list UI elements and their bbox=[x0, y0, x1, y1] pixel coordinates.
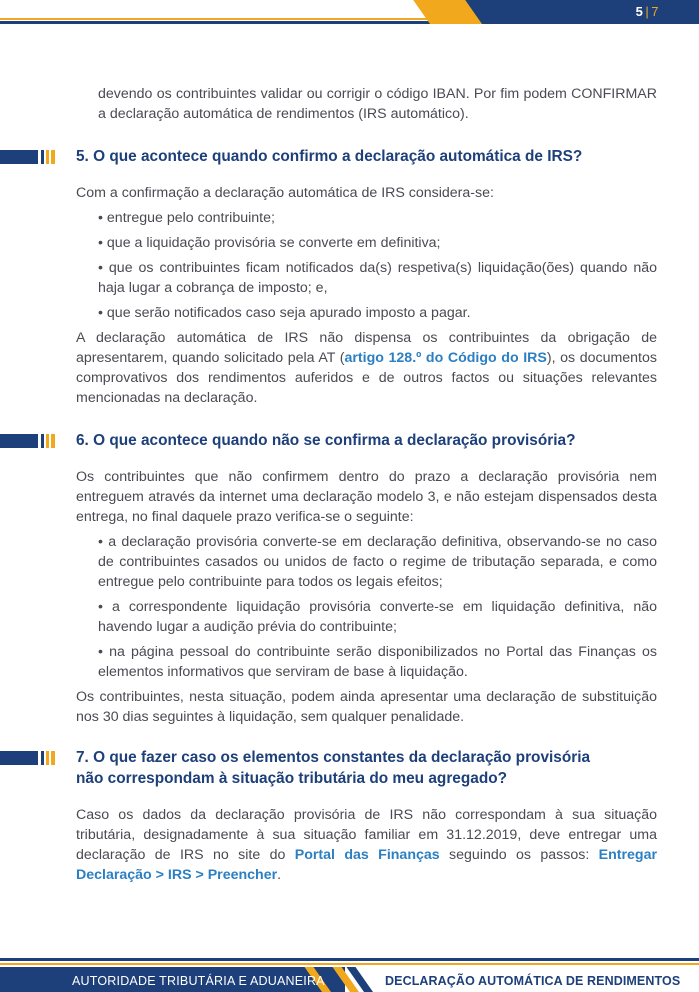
section-6-heading bbox=[76, 430, 657, 451]
section-5-closing-before: A declaração automática de IRS não dispensa os contribuintes da obrigação de apresentarem, quando solicitado pela AT ( bbox=[76, 330, 657, 366]
section-5-closing-after: ), os documentos comprovativos dos rendimentos auferidos e de outros factos ou situações relevantes mencionadas na declaração. bbox=[76, 350, 657, 406]
section-7-paragraph bbox=[76, 805, 657, 885]
section-6-bullet: • a correspondente liquidação provisória converte-se em liquidação definitiva, não havendo lugar a audição prévia do contribuinte; bbox=[98, 599, 657, 635]
heading-marker bbox=[0, 434, 70, 448]
section-7-text-middle: seguindo os passos: bbox=[439, 847, 599, 863]
footer-organization: AUTORIDADE TRIBUTÁRIA E ADUANEIRA bbox=[72, 974, 325, 988]
section-6-title: 6. O que acontece quando não se confirma a declaração provisória? bbox=[76, 432, 576, 449]
footer-navy-line bbox=[0, 958, 699, 961]
header-navy-fill bbox=[540, 0, 699, 24]
section-5-bullet: • que a liquidação provisória se converte em definitiva; bbox=[98, 235, 441, 251]
page-number-separator: | bbox=[645, 4, 650, 19]
section-6-bullet: • a declaração provisória converte-se em declaração definitiva, observando-se no caso de contribuintes casados ou unidos de facto o regime de tributação separada, e como entregue pelo contribuinte para todos os legais efeitos; bbox=[98, 534, 657, 590]
page-number-current: 5 bbox=[635, 4, 644, 19]
section-5-closing bbox=[76, 328, 657, 408]
page-number bbox=[636, 4, 659, 19]
section-7-title-line1: 7. O que fazer caso os elementos constantes da declaração provisória bbox=[76, 749, 591, 766]
section-7-text-after: . bbox=[277, 867, 282, 883]
section-5-bullet: • que os contribuintes ficam notificados da(s) respetiva(s) liquidação(ões) quando não haja lugar a cobrança de imposto; e, bbox=[98, 260, 657, 296]
page-number-next: 7 bbox=[651, 4, 659, 19]
document-body bbox=[76, 84, 657, 885]
section-7-text-before: Caso os dados da declaração provisória de IRS não correspondam à sua situação tributária, designadamente à sua situação familiar em 31.12.2019, deve entregar uma declaração de IRS no site do bbox=[76, 807, 657, 863]
header-navy-stripe bbox=[0, 21, 460, 24]
entregar-declaracao-link[interactable]: Entregar Declaração > IRS > Preencher bbox=[76, 847, 657, 883]
header-accent-stripe bbox=[0, 18, 455, 20]
section-5-lead: Com a confirmação a declaração automática de IRS considera-se: bbox=[76, 185, 494, 201]
section-5-bullet: • que serão notificados caso seja apurado imposto a pagar. bbox=[98, 305, 471, 321]
page-footer bbox=[0, 958, 699, 992]
section-6-closing: Os contribuintes, nesta situação, podem ainda apresentar uma declaração de substituição nos 30 dias seguintes à liquidação, sem qualquer penalidade. bbox=[76, 689, 657, 725]
heading-marker bbox=[0, 150, 70, 164]
footer-document-title: DECLARAÇÃO AUTOMÁTICA DE RENDIMENTOS bbox=[385, 974, 681, 988]
heading-marker bbox=[0, 751, 70, 765]
section-5-bullet: • entregue pelo contribuinte; bbox=[98, 210, 275, 226]
artigo-128-link[interactable]: artigo 128.º do Código do IRS bbox=[344, 350, 547, 366]
section-7-title-line2: não correspondam à situação tributária do meu agregado? bbox=[76, 770, 508, 787]
footer-accent-line bbox=[0, 963, 699, 965]
page-header bbox=[0, 0, 699, 24]
section-5-heading bbox=[76, 146, 657, 167]
section-7-heading bbox=[76, 747, 657, 789]
section-5-title: 5. O que acontece quando confirmo a declaração automática de IRS? bbox=[76, 148, 583, 165]
intro-paragraph: devendo os contribuintes validar ou corrigir o código IBAN. Por fim podem CONFIRMAR a declaração automática de rendimentos (IRS automático). bbox=[98, 86, 657, 122]
section-6-lead: Os contribuintes que não confirmem dentro do prazo a declaração provisória nem entreguem através da internet uma declaração modelo 3, e não estejam dispensados desta entrega, no final daquele prazo verifica-se o seguinte: bbox=[76, 469, 657, 525]
portal-financas-link[interactable]: Portal das Finanças bbox=[294, 847, 440, 863]
section-6-bullet: • na página pessoal do contribuinte serão disponibilizados no Portal das Finanças os elementos informativos que serviram de base à liquidação. bbox=[98, 644, 657, 680]
